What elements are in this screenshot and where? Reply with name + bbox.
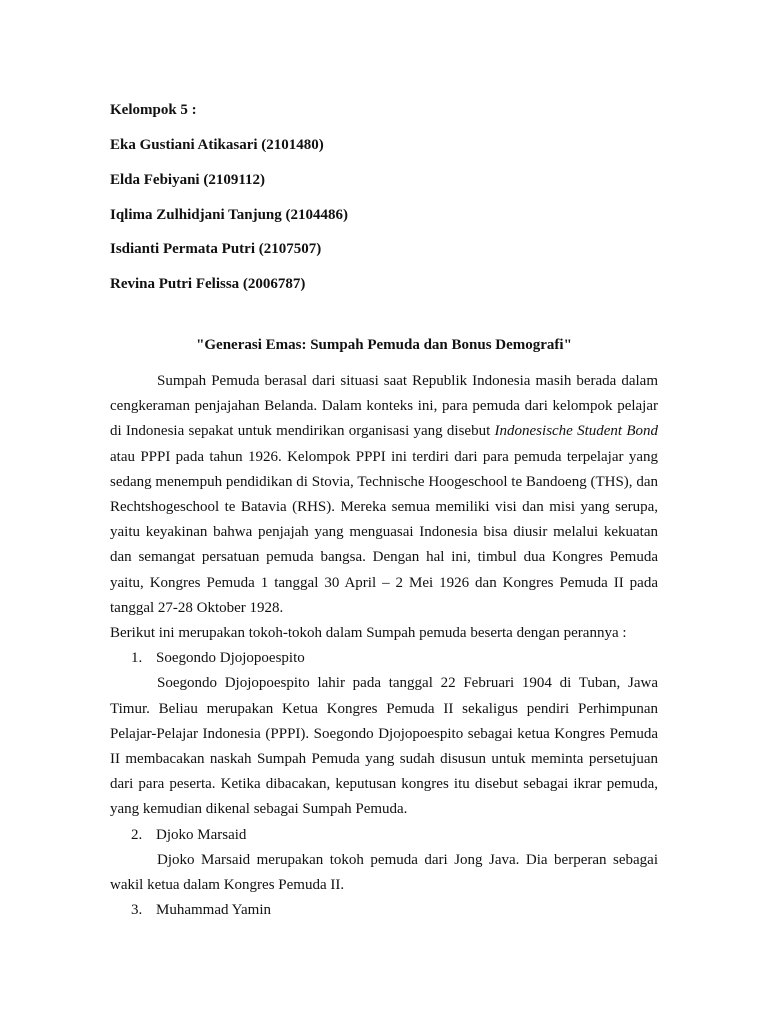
member-4: Isdianti Permata Putri (2107507) [110,241,322,257]
intro-text-end: atau PPPI pada tahun 1926. Kelompok PPPI ini terdiri dari para pemuda terpelajar yang sedang menempuh pendidikan di Stovia, Technische Hoogeschool te Bandoeng (THS), dan Rechtshogeschool te Batavia (RHS). Mereka semua memiliki visi dan misi yang serupa, yaitu keyakinan bahwa penjajah yang menguasai Indonesia bisa diusir melalui kekuatan dan semangat persatuan pemuda bangsa. Dengan hal ini, timbul dua Kongres Pemuda yaitu, Kongres Pemuda 1 tanggal 30 April – 2 Mei 1926 dan Kongres Pemuda II pada tanggal 27-28 Oktober 1928. [110,448,658,616]
list-intro: Berikut ini merupakan tokoh-tokoh dalam Sumpah pemuda beserta dengan perannya : [110,625,627,642]
figure-1-heading [110,646,658,671]
essay-body [110,369,658,923]
member-5: Revina Putri Felissa (2006787) [110,276,306,292]
figure-1-name: Soegondo Djojopoespito [156,650,305,667]
figure-1-description: Soegondo Djojopoespito lahir pada tanggal 22 Februari 1904 di Tuban, Jawa Timur. Beliau merupakan Ketua Kongres Pemuda II sekaligus pendiri Perhimpunan Pelajar-Pelajar Indonesia (PPPI). Soegondo Djojopoespito sebagai ketua Kongres Pemuda II membacakan naskah Sumpah Pemuda yang sudah disusun untuk meminta persetujuan dari para peserta. Ketika dibacakan, keputusan kongres itu disebut sebagai ikrar pemuda, yang kemudian dikenal sebagai Sumpah Pemuda. [110,675,658,818]
intro-paragraph [110,369,658,621]
figure-3-number: 3. [131,902,143,919]
member-1: Eka Gustiani Atikasari (2101480) [110,137,324,153]
figure-2-name: Djoko Marsaid [156,826,247,843]
group-label: Kelompok 5 : [110,102,197,118]
figure-2-number: 2. [131,826,143,843]
figure-1-number: 1. [131,650,143,667]
intro-text-start: Sumpah Pemuda berasal dari situasi saat Republik Indonesia masih berada dalam cengkeraman penjajahan Belanda. Dalam konteks ini, para pemuda dari kelompok pelajar di Indonesia sepakat untuk mendirikan organisasi yang disebut [110,373,658,440]
figure-2-description: Djoko Marsaid merupakan tokoh pemuda dari Jong Java. Dia berperan sebagai wakil ketua dalam Kongres Pemuda II. [110,851,658,894]
figure-3-name: Muhammad Yamin [156,902,272,919]
member-2: Elda Febiyani (2109112) [110,172,266,188]
essay-title: "Generasi Emas: Sumpah Pemuda dan Bonus Demografi" [196,337,572,353]
figure-2-heading [110,823,658,848]
member-3: Iqlima Zulhidjani Tanjung (2104486) [110,207,349,223]
organization-name: Indonesische Student Bond [494,423,659,440]
figure-3-heading [110,898,658,923]
